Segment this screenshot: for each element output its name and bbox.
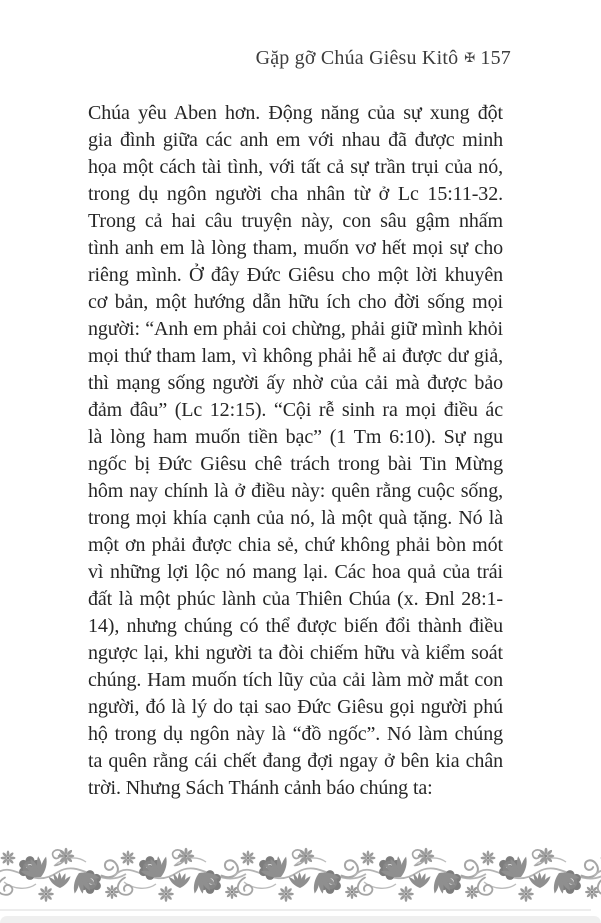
text-line: là lòng ham muốn tiền bạc” (1 Tm 6:10). Sự ngu (88, 426, 503, 448)
text-line: vì những lợi lộc nó mang lại. Các hoa quả của trái (88, 561, 503, 583)
text-line: trời. Nhưng Sách Thánh cảnh báo chúng ta: (88, 777, 433, 799)
text-line: chúng. Ham muốn tích lũy của cải làm mờ mắt con (88, 669, 503, 691)
text-line: riêng mình. Ở đây Đức Giêsu cho một lời khuyên (88, 264, 503, 286)
bottom-toolbar-edge[interactable] (0, 916, 601, 923)
bottom-divider-line (0, 909, 591, 911)
floral-border-ornament (0, 845, 601, 903)
text-line: ta quên rằng cái chết đang đợi ngay ở bên kia chân (88, 750, 503, 772)
text-line: ngược lại, khi người ta đòi chiếm hữu và kiểm soát (88, 642, 503, 664)
text-line: hôm nay chính là ở điều này: quên rằng cuộc sống, (88, 480, 503, 502)
page-header (0, 47, 511, 70)
text-line: trong mọi khía cạnh của nó, là một quà tặng. Nó là (88, 507, 503, 529)
text-line: cơ bản, một hướng dẫn hữu ích cho đời sống mọi (88, 291, 503, 313)
text-line: đảm đâu” (Lc 12:15). “Cội rễ sinh ra mọi điều ác (88, 399, 503, 421)
text-line: người, đó là lý do tại sao Đức Giêsu gọi người phú (88, 696, 503, 718)
running-title: Gặp gỡ Chúa Giêsu Kitô (255, 47, 459, 69)
text-line: đất là một phúc lành của Thiên Chúa (x. Đnl 28:1- (88, 588, 503, 610)
text-line: một ơn phải được chia sẻ, chứ không phải bòn mót (88, 534, 503, 556)
page-number: 157 (480, 47, 511, 69)
text-line: mọi thứ tham lam, vì không phải hễ ai được dư giả, (88, 345, 503, 367)
maltese-cross-icon: ✠ (464, 50, 476, 65)
text-line: ngốc bị Đức Giêsu chê trách trong bài Tin Mừng (88, 453, 503, 475)
text-line: 14), nhưng chúng có thể được biến đổi thành điều (88, 615, 503, 637)
text-line: họa một cách tài tình, với tất cả sự trần trụi của nó, (88, 156, 503, 178)
text-line: gia đình giữa các anh em với nhau đã được minh (88, 129, 503, 151)
text-line: trong dụ ngôn người cha nhân từ ở Lc 15:11-32. (88, 183, 503, 205)
text-line: người: “Anh em phải coi chừng, phải giữ mình khỏi (88, 318, 503, 340)
text-line: Chúa yêu Aben hơn. Động năng của sự xung đột (88, 102, 503, 124)
text-line: hộ trong dụ ngôn này là “đồ ngốc”. Nó làm chúng (88, 723, 503, 745)
body-text (88, 100, 503, 802)
text-line: tình anh em là lòng tham, muốn vơ hết mọi sự cho (88, 237, 503, 259)
text-line: thì mạng sống người ấy nhờ của cải mà được bảo (88, 372, 503, 394)
text-line: Trong cả hai câu truyện này, con sâu gậm nhấm (88, 210, 503, 232)
